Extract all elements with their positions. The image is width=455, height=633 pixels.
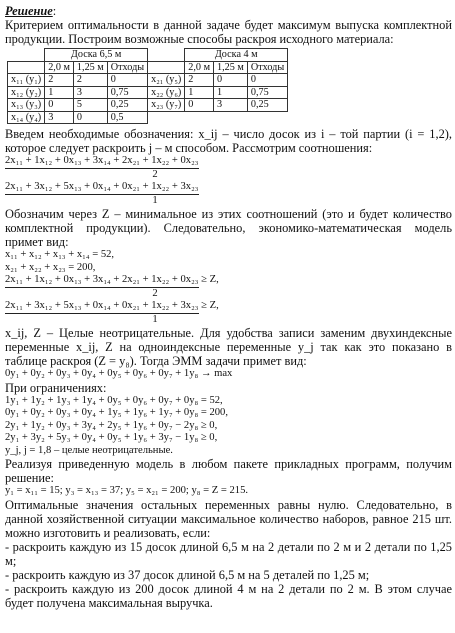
constraint-line: 0y₁ + 0y₂ + 0y₃ + 0y₄ + 1y₅ + 1y₆ + 1y₇ + 0y₈ = 200, — [5, 407, 229, 418]
table-cell: 0,25 — [107, 99, 147, 112]
table-cell: 0,75 — [247, 86, 287, 99]
table-cell — [8, 61, 45, 74]
table-cell: 0,5 — [107, 111, 147, 124]
ratio-1-denominator: 2 — [152, 168, 158, 180]
constraint-line: 1y₁ + 1y₂ + 1y₃ + 1y₄ + 0y₅ + 0y₆ + 0y₇ + 0y₈ = 52, — [5, 394, 223, 406]
table-cell: x₂₁ (y₅) — [148, 74, 185, 87]
table-subheader: 2,0 м — [45, 61, 74, 74]
table-corner — [8, 49, 45, 62]
table-group-header: Доска 6,5 м — [45, 49, 148, 62]
list-item: - раскроить каждую из 37 досок длиной 6,5 м на 5 деталей по 1,25 м; — [5, 567, 370, 582]
table-row — [8, 86, 288, 99]
inequality-2-rhs: ≥ Z, — [201, 300, 219, 311]
table-cell — [148, 61, 185, 74]
table-cell: 0 — [247, 74, 287, 87]
table-cell: 0 — [214, 74, 248, 87]
denote-paragraph: Обозначим через Z – минимальное из этих соотношений (это и будет количество комплектной продукции). Следовательно, экономико-математическая модель примет вид: — [5, 207, 452, 249]
table-cell: 3 — [45, 111, 74, 124]
table-subheader: 1,25 м — [73, 61, 107, 74]
ratio-2 — [5, 181, 452, 207]
table-cell: 0 — [45, 99, 74, 112]
objective-function: 0y₁ + 0y₂ + 0y₃ + 0y₄ + 0y₅ + 0y₆ + 0y₇ + 1y₈ → max — [5, 368, 233, 379]
ratio-2-numerator: 2x₁₁ + 3x₁₂ + 5x₁₃ + 0x₁₄ + 0x₂₁ + 1x₂₂ + 3x₂₃ — [5, 181, 199, 195]
table-cell: 3 — [214, 99, 248, 112]
table-cell — [247, 111, 287, 124]
constraint-line: 2y₁ + 1y₂ + 0y₃ + 3y₄ + 2y₅ + 1y₆ + 0y₇ − 2y₈ ≥ 0, — [5, 419, 218, 431]
list-item: - раскроить каждую из 200 досок длиной 4 м на 2 детали по 2 м. В этом случае будет получена максимальная выручка. — [5, 581, 452, 610]
ratio-1 — [5, 155, 452, 181]
table-row — [8, 74, 288, 87]
notation-paragraph: Введем необходимые обозначения: x_ij – число досок из i – той партии (i = 1,2), которое следует раскроить j – м способом. Рассмотрим соотношения: — [5, 127, 452, 155]
table-cell: 1 — [45, 86, 74, 99]
table-cell: 2 — [45, 74, 74, 87]
table-subheader: Отходы — [247, 61, 287, 74]
model-inequality-1 — [5, 274, 452, 300]
table-cell — [214, 111, 248, 124]
inequality-1-rhs: ≥ Z, — [201, 274, 219, 285]
table-cell: 2 — [185, 74, 214, 87]
cutting-table — [7, 48, 288, 124]
table-cell — [185, 111, 214, 124]
table-cell: x₁₄ (y₄) — [8, 111, 45, 124]
table-cell: 0 — [107, 74, 147, 87]
table-subheader: Отходы — [107, 61, 147, 74]
model-inequality-2 — [5, 300, 452, 326]
table-cell: 0,75 — [107, 86, 147, 99]
table-cell: 0 — [73, 111, 107, 124]
inequality-1-denominator: 2 — [152, 287, 158, 299]
model-equation-1: x₁₁ + x₁₂ + x₁₃ + x₁₄ = 52, — [5, 249, 115, 260]
title-text: Решение — [5, 4, 53, 18]
constraint-line: y_j, j = 1,8 – целые неотрицательные. — [5, 444, 173, 456]
integers-paragraph: x_ij, Z – Целые неотрицательные. Для удобства записи заменим двухиндексные переменные x_ij, Z на одноиндексные переменные y_j так как это показано в таблице раскроя (Z = y₈). Тогда ЭММ задачи примет вид: — [5, 326, 452, 368]
table-subheader: 2,0 м — [185, 61, 214, 74]
ratio-1-numerator: 2x₁₁ + 1x₁₂ + 0x₁₃ + 3x₁₄ + 2x₂₁ + 1x₂₂ + 0x₂₃ — [5, 155, 199, 169]
table-cell: 0,25 — [247, 99, 287, 112]
conclusion-paragraph: Оптимальные значения остальных переменных равны нулю. Следовательно, в данной хозяйственной ситуации максимальное количество наборов, равное 215 шт. можно изготовить и реализовать, если: — [5, 497, 452, 540]
intro-paragraph: Критерием оптимальности в данной задаче будет максимум выпуска комплектной продукции. Построим возможные способы раскроя исходного материала: — [5, 18, 452, 46]
table-cell: x₁₂ (y₂) — [8, 86, 45, 99]
table-cell: 2 — [73, 74, 107, 87]
table-cell: 5 — [73, 99, 107, 112]
table-row — [8, 99, 288, 112]
inequality-2-numerator: 2x₁₁ + 3x₁₂ + 5x₁₃ + 0x₁₄ + 0x₂₁ + 1x₂₂ + 3x₂₃ — [5, 300, 199, 314]
constraints-title: При ограничениях: — [5, 380, 107, 395]
table-cell: x₂₃ (y₇) — [148, 99, 185, 112]
table-cell: 3 — [73, 86, 107, 99]
solution-line: y₁ = x₁₁ = 15; y₃ = x₁₃ = 37; y₅ = x₂₁ = 200; y₈ = Z = 215. — [5, 485, 249, 496]
table-cell: 1 — [214, 86, 248, 99]
ratio-2-denominator: 1 — [152, 194, 158, 206]
table-spacer — [148, 49, 185, 62]
table-group-header: Доска 4 м — [185, 49, 288, 62]
table-cell: x₁₁ (y₁) — [8, 74, 45, 87]
table-row — [8, 111, 288, 124]
table-cell: x₂₂ (y₆) — [148, 86, 185, 99]
realize-paragraph: Реализуя приведенную модель в любом пакете прикладных программ, получим решение: — [5, 457, 452, 485]
list-item: - раскроить каждую из 15 досок длиной 6,5 м на 2 детали по 2 м и 2 детали по 1,25 м; — [5, 539, 452, 568]
inequality-2-denominator: 1 — [152, 313, 158, 325]
table-cell: 0 — [185, 99, 214, 112]
table-cell — [148, 111, 185, 124]
constraint-line: 2y₁ + 3y₂ + 5y₃ + 0y₄ + 0y₅ + 1y₆ + 3y₇ − 1y₈ ≥ 0, — [5, 432, 218, 443]
table-subheader: 1,25 м — [214, 61, 248, 74]
solution-heading: Решение: — [5, 4, 57, 18]
table-cell: x₁₃ (y₃) — [8, 99, 45, 112]
inequality-1-numerator: 2x₁₁ + 1x₁₂ + 0x₁₃ + 3x₁₄ + 2x₂₁ + 1x₂₂ + 0x₂₃ — [5, 274, 199, 288]
model-equation-2: x₂₁ + x₂₂ + x₂₃ = 200, — [5, 261, 96, 273]
table-cell: 1 — [185, 86, 214, 99]
